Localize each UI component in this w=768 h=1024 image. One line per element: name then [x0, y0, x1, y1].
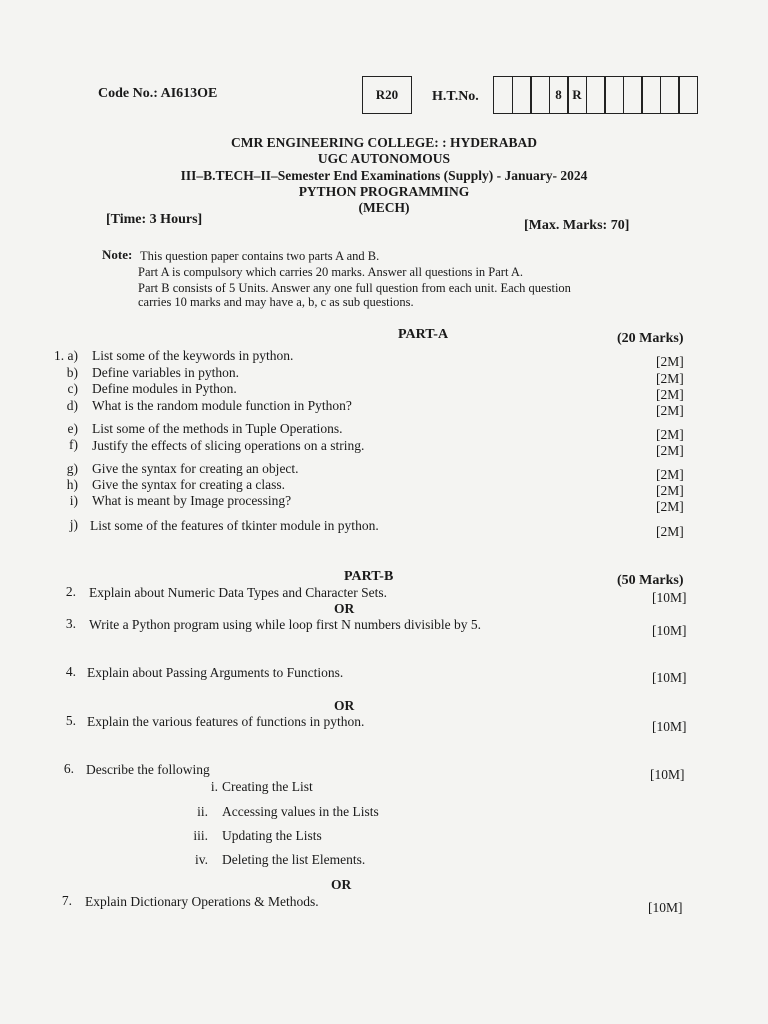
or-separator: OR — [334, 698, 355, 713]
subitem-number: ii. — [197, 804, 208, 819]
exam-title: III–B.TECH–II–Semester End Examinations (Supply) - January- 2024 — [180, 168, 588, 183]
question-marks: [10M] — [652, 590, 687, 605]
question-marks: [2M] — [656, 524, 684, 539]
question-number: b) — [66, 365, 78, 380]
part-b-marks: (50 Marks) — [617, 573, 684, 588]
question-number: 7. — [61, 893, 72, 908]
question-number: j) — [69, 517, 78, 532]
question-text: Define variables in python. — [92, 365, 239, 380]
question-number: c) — [67, 381, 78, 396]
question-marks: [2M] — [656, 354, 684, 369]
question-text: Write a Python program using while loop first N numbers divisible by 5. — [89, 617, 482, 632]
question-text: Explain about Numeric Data Types and Character Sets. — [89, 585, 387, 600]
ht-cell: R — [567, 76, 587, 114]
subitem-text: Accessing values in the Lists — [222, 804, 379, 819]
question-text: What is meant by Image processing? — [92, 493, 292, 508]
ht-cell — [641, 76, 661, 114]
question-marks: [2M] — [656, 387, 684, 402]
question-marks: [2M] — [656, 499, 684, 514]
question-text: Give the syntax for creating an object. — [92, 461, 299, 476]
or-separator: OR — [334, 601, 355, 616]
regulation-box: R20 — [362, 76, 412, 114]
ht-cell: 8 — [549, 76, 569, 114]
note-label: Note: — [102, 247, 133, 262]
ht-cell — [493, 76, 513, 114]
or-separator: OR — [331, 877, 352, 892]
question-number: 6. — [63, 761, 74, 776]
exam-time: [Time: 3 Hours] — [106, 212, 203, 227]
subitem-text: Updating the Lists — [222, 828, 322, 843]
question-number: e) — [67, 421, 78, 436]
hall-ticket-label: H.T.No. — [432, 89, 479, 104]
question-marks: [10M] — [652, 670, 687, 685]
note-line: carries 10 marks and may have a, b, c as sub questions. — [138, 295, 414, 309]
hall-ticket-grid — [493, 76, 698, 114]
ht-cell — [623, 76, 643, 114]
question-marks: [2M] — [656, 371, 684, 386]
question-marks: [10M] — [652, 719, 687, 734]
question-number: i) — [69, 493, 78, 508]
question-marks: [2M] — [656, 403, 684, 418]
ht-cell — [586, 76, 606, 114]
question-text: Justify the effects of slicing operations on a string. — [92, 438, 365, 453]
ht-cell — [512, 76, 532, 114]
question-number: 5. — [65, 713, 76, 728]
question-marks: [2M] — [656, 427, 684, 442]
question-marks: [10M] — [650, 767, 685, 782]
question-number: 1. a) — [54, 348, 78, 363]
question-number: g) — [66, 461, 78, 476]
question-text: Explain Dictionary Operations & Methods. — [85, 894, 319, 909]
autonomous-label: UGC AUTONOMOUS — [317, 151, 451, 166]
college-name: CMR ENGINEERING COLLEGE: : HYDERABAD — [230, 135, 538, 150]
question-number: 4. — [65, 664, 76, 679]
question-text: Describe the following — [86, 762, 210, 777]
question-text: List some of the methods in Tuple Operations. — [92, 421, 343, 436]
ht-cell — [660, 76, 680, 114]
note-line: Part A is compulsory which carries 20 marks. Answer all questions in Part A. — [138, 265, 524, 279]
question-number: h) — [66, 477, 78, 492]
branch-label: (MECH) — [358, 200, 410, 215]
question-marks: [10M] — [652, 623, 687, 638]
part-a-marks: (20 Marks) — [617, 331, 684, 346]
question-text: Explain the various features of functions in python. — [87, 714, 365, 729]
question-number: 2. — [65, 584, 76, 599]
part-b-heading: PART-B — [344, 569, 394, 584]
question-marks: [2M] — [656, 467, 684, 482]
subitem-number: iii. — [193, 828, 208, 843]
note-line: Part B consists of 5 Units. Answer any one full question from each unit. Each question — [138, 281, 571, 295]
question-marks: [2M] — [656, 443, 684, 458]
question-text: Give the syntax for creating a class. — [92, 477, 286, 492]
subitem-text: Creating the List — [222, 779, 313, 794]
question-number: d) — [66, 398, 78, 413]
subitem-text: Deleting the list Elements. — [222, 852, 366, 867]
subject-title: PYTHON PROGRAMMING — [298, 184, 470, 199]
note-line: This question paper contains two parts A and B. — [140, 249, 380, 263]
question-text: Explain about Passing Arguments to Functions. — [87, 665, 344, 680]
code-number: Code No.: AI613OE — [98, 86, 218, 101]
question-text: What is the random module function in Python? — [92, 398, 352, 413]
subitem-number: iv. — [195, 852, 208, 867]
question-number: 3. — [65, 616, 76, 631]
part-a-heading: PART-A — [398, 327, 449, 342]
max-marks: [Max. Marks: 70] — [524, 218, 630, 233]
ht-cell — [530, 76, 550, 114]
question-text: Define modules in Python. — [92, 381, 237, 396]
question-text: List some of the keywords in python. — [92, 348, 294, 363]
ht-cell — [678, 76, 698, 114]
question-marks: [10M] — [648, 900, 683, 915]
question-marks: [2M] — [656, 483, 684, 498]
ht-cell — [604, 76, 624, 114]
question-number: f) — [69, 437, 78, 452]
question-text: List some of the features of tkinter module in python. — [90, 518, 379, 533]
subitem-number: i. — [210, 779, 218, 794]
